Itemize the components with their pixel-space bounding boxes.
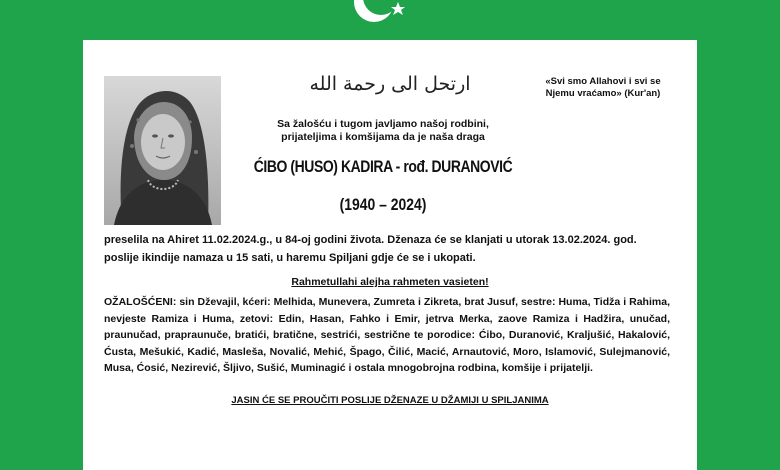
deceased-name: ĆIBO (HUSO) KADIRA - rođ. DURANOVIĆ <box>253 157 513 176</box>
quran-quote <box>523 76 683 100</box>
quote-line-1: «Svi smo Allahovi i svi se <box>545 76 661 87</box>
arabic-calligraphy: ارتحل الى رحمة الله <box>309 73 471 95</box>
prayer-line: Rahmetullahi alejha rahmeten vasieten! <box>291 276 489 288</box>
quote-line-2: Njemu vraćamo» (Kur'an) <box>545 88 661 99</box>
crescent-and-star-icon <box>350 0 412 28</box>
mourners-list: OŽALOŠĆENI: sin Dževajil, kćeri: Melhida, Munevera, Zumreta i Zikreta, brat Jusuf, sestre: Huma, Tidža i Rahima, nevjeste Ramiza i Huma, zetovi: Edin, Hasan, Fahko i Emir, jetrva Merka, zaove Ramiza i Hadžira, unučad, praunučad, prapraunučе, bratići, bratične, sestrići, sestrične te porodice: Ćibo, Duranović, Kraljušić, Hakalović, Ćusta, Mešukić, Kadić, Masleša, Novalić, Mehić, Špago, Čilić, Macić, Arnautović, Moro, Islamović, Sulejmanović, Musa, Ćosić, Nezirević, Šljivo, Sušić, Muminagić i ostala mnogobrojna rodbina, komšije i prijatelji. <box>104 296 670 375</box>
intro-line-2: prijateljima i komšijama da je naša draga <box>281 131 485 143</box>
intro-line-1: Sa žalošću i tugom javljamo našoj rodbini, <box>277 118 489 130</box>
obituary-notice <box>83 40 697 470</box>
intro-text <box>233 118 533 144</box>
deceased-photo <box>104 76 221 225</box>
footer-note: JASIN ĆE SE PROUČITI POSLIJE DŽENAZE U DŽAMIJI U SPILJANIMA <box>231 395 549 406</box>
life-years: (1940 – 2024) <box>339 195 427 214</box>
passing-details: preselila na Ahiret 11.02.2024.g., u 84-oj godini života. Dženaza će se klanjati u utorak 13.02.2024. god. poslije ikindije namaza u 15 sati, u haremu Spiljani gdje će se i ukopati. <box>104 234 637 264</box>
